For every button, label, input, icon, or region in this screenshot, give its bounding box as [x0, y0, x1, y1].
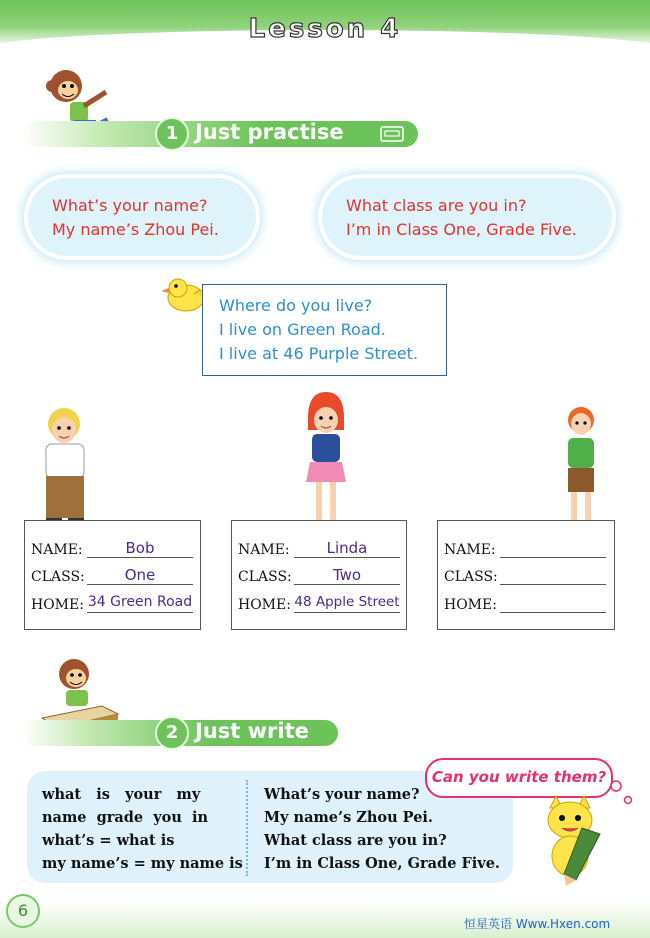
blue-box-line3: I live at 46 Purple Street.	[219, 344, 419, 363]
form-class-value: Two	[332, 566, 362, 584]
form-name-value: Bob	[125, 539, 155, 557]
write-right-line4: I’m in Class One, Grade Five.	[264, 855, 500, 872]
write-right-line1: What’s your name?	[264, 786, 420, 803]
form-class-value: One	[124, 566, 156, 584]
form-name-line	[87, 557, 193, 558]
boy-redhead-illustration	[560, 404, 602, 534]
girl-linda-illustration	[296, 390, 356, 534]
form-name-label: NAME:	[31, 542, 83, 558]
dotted-divider	[246, 780, 248, 876]
form-home-line	[87, 612, 193, 613]
form-home-label: HOME:	[31, 597, 84, 613]
form-card-blank	[437, 520, 615, 630]
section-1-number: 1	[155, 117, 189, 151]
write-left-line1: what is your my	[42, 786, 201, 803]
blue-box-line2: I live on Green Road.	[219, 320, 386, 339]
form-class-label: CLASS:	[238, 569, 292, 585]
page-number: 6	[6, 894, 40, 928]
blue-box-line1: Where do you live?	[219, 296, 373, 315]
boy-bob-illustration	[34, 400, 98, 534]
lesson-title: Lesson 4	[248, 14, 402, 44]
write-left-line3: what’s = what is	[42, 832, 175, 849]
form-name-line	[294, 557, 400, 558]
form-home-line	[294, 612, 400, 613]
cloud-right-line1: What class are you in?	[346, 196, 527, 215]
write-right-line2: My name’s Zhou Pei.	[264, 809, 433, 826]
write-right-line3: What class are you in?	[264, 832, 447, 849]
form-class-label: CLASS:	[444, 569, 498, 585]
site-credit[interactable]: 恒星英语 Www.Hxen.com	[464, 917, 611, 931]
form-home-value: 34 Green Road	[87, 594, 193, 610]
write-left-line2: name grade you in	[42, 809, 209, 826]
form-class-line[interactable]	[500, 584, 606, 585]
section-1-title: Just practise	[195, 120, 344, 144]
cassette-icon	[380, 126, 404, 142]
form-home-line[interactable]	[500, 612, 606, 613]
form-card-linda	[231, 520, 407, 630]
cat-with-pencil-illustration	[538, 794, 610, 886]
write-left-line4: my name’s = my name is	[42, 855, 243, 872]
form-name-label: NAME:	[238, 542, 290, 558]
form-home-label: HOME:	[238, 597, 291, 613]
form-home-value: 48 Apple Street	[294, 594, 400, 610]
cloud-right-line2: I’m in Class One, Grade Five.	[346, 220, 577, 239]
cloud-left-line2: My name’s Zhou Pei.	[52, 220, 219, 239]
cloud-left-line1: What’s your name?	[52, 196, 208, 215]
form-name-label: NAME:	[444, 542, 496, 558]
prompt-bubble: Can you write them?	[425, 758, 613, 798]
form-name-value: Linda	[326, 539, 368, 557]
section-2-title: Just write	[195, 719, 309, 743]
form-home-label: HOME:	[444, 597, 497, 613]
thought-dots	[608, 778, 638, 808]
form-class-line	[294, 584, 400, 585]
form-class-label: CLASS:	[31, 569, 85, 585]
form-name-line[interactable]	[500, 557, 606, 558]
form-class-line	[87, 584, 193, 585]
form-card-bob	[24, 520, 201, 630]
section-2-number: 2	[155, 716, 189, 750]
